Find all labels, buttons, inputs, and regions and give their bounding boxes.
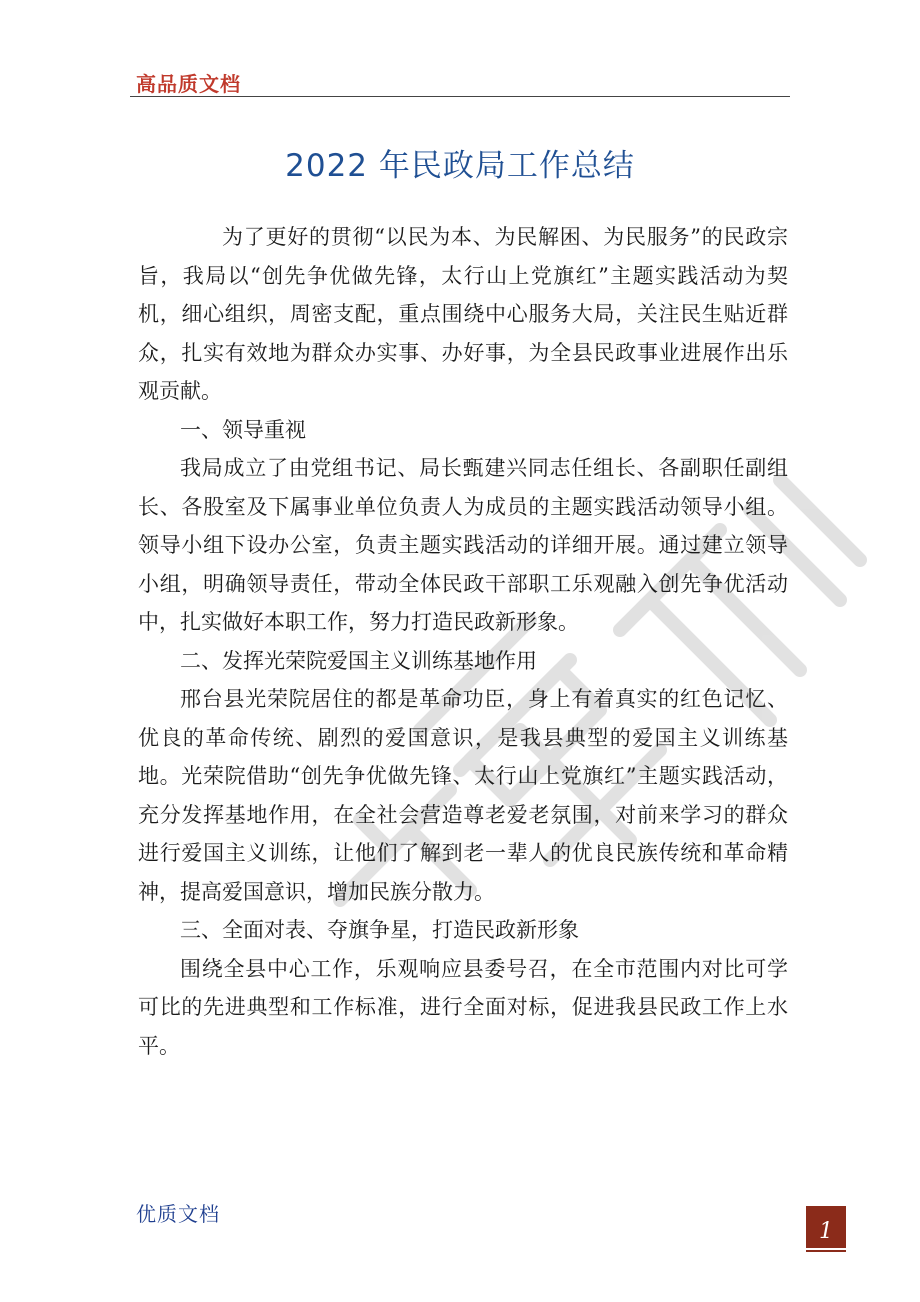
section-paragraph: 邢台县光荣院居住的都是革命功臣，身上有着真实的红色记忆、优良的革命传统、剧烈的爱国意识，是我县典型的爱国主义训练基地。光荣院借助“创先争优做先锋、太行山上党旗红”主题实践活动，充分发挥基地作用，在全社会营造尊老爱老氛围，对前来学习的群众进行爱国主义训练，让他们了解到老一辈人的优良民族传统和革命精神，提高爱国意识，增加民族分散力。 [138,687,788,904]
document-title: 2022 年民政局工作总结 [285,148,635,184]
page-number-underline [806,1250,846,1252]
page-number-badge: 1 [806,1206,846,1248]
document-body [138,218,788,1065]
intro-paragraph: 为了更好的贯彻“以民为本、为民解困、为民服务”的民政宗旨，我局以“创先争优做先锋，太行山上党旗红”主题实践活动为契机，细心组织，周密支配，重点围绕中心服务大局，关注民生贴近群众，扎实有效地为群众办实事、办好事，为全县民政事业进展作出乐观贡献。 [138,225,788,403]
section-paragraph: 围绕全县中心工作，乐观响应县委号召，在全市范围内对比可学可比的先进典型和工作标准，进行全面对标，促进我县民政工作上水平。 [138,956,788,1058]
header-label: 高品质文档 [136,72,241,96]
header-divider [130,96,790,97]
section-paragraph: 我局成立了由党组书记、局长甄建兴同志任组长、各副职任副组长、各股室及下属事业单位负责人为成员的主题实践活动领导小组。领导小组下设办公室，负责主题实践活动的详细开展。通过建立领导小组，明确领导责任，带动全体民政干部职工乐观融入创先争优活动中，扎实做好本职工作，努力打造民政新形象。 [138,456,788,634]
section-heading: 一、领导重视 [180,417,306,442]
section-heading: 三、全面对表、夺旗争星，打造民政新形象 [180,918,579,942]
section-heading: 二、发挥光荣院爱国主义训练基地作用 [180,648,537,673]
footer-label: 优质文档 [136,1202,220,1226]
